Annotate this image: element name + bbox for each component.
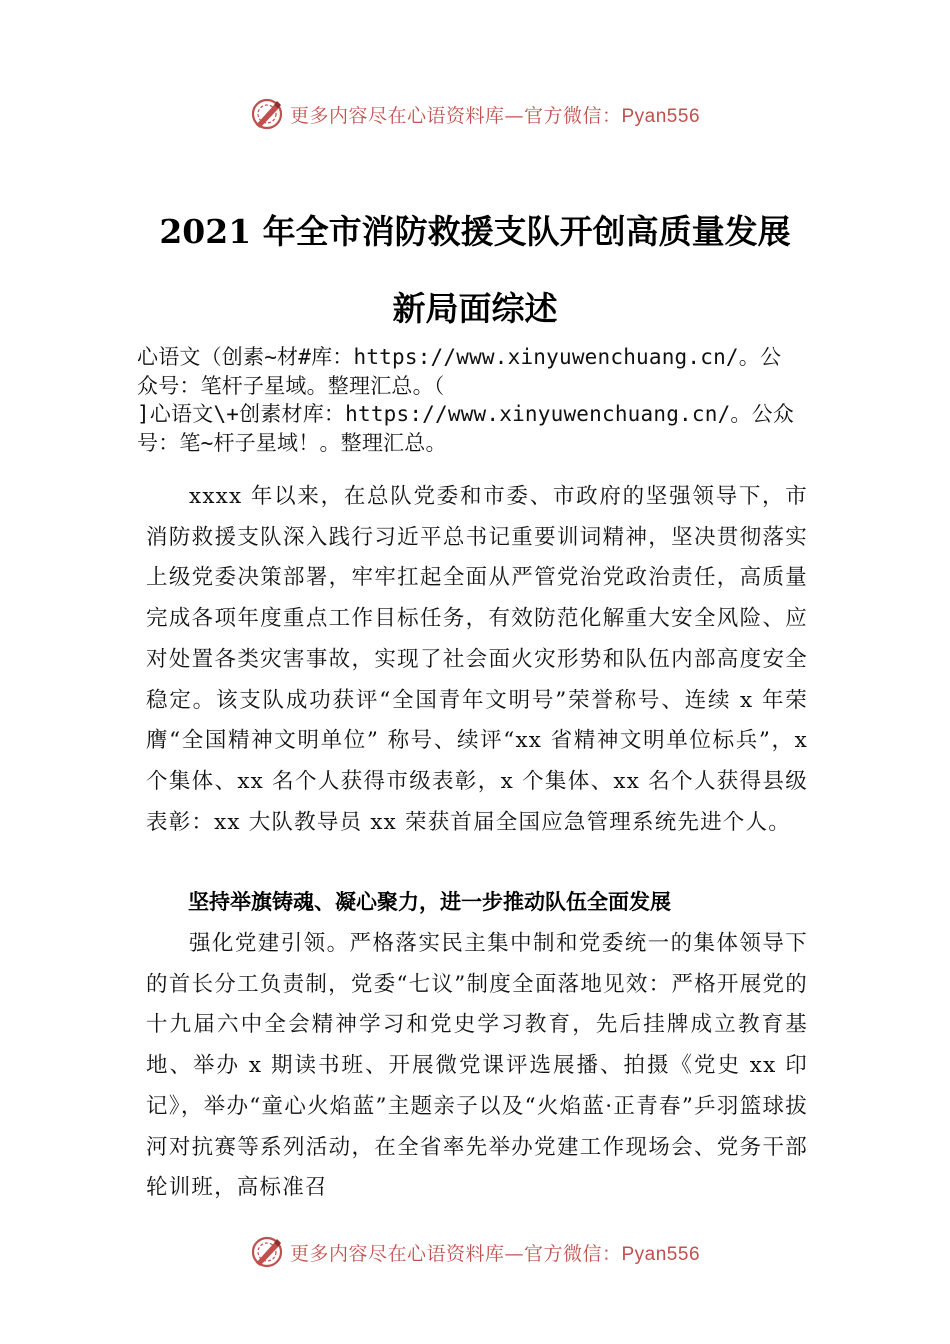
pen-logo-icon	[250, 1235, 284, 1269]
pen-logo-icon	[250, 97, 284, 131]
paragraph-party-building: 强化党建引领。严格落实民主集中制和党委统一的集体领导下的首长分工负责制，党委“七议”制度全面落地见效：严格开展党的十九届六中全会精神学习和党史学习教育，先后挂牌成立教育基地、举办 x 期读书班、开展微党课评选展播、拍摄《党史 xx 印记》，举办“童心火焰蓝”主题亲子以及“火焰蓝·正青春”乒羽篮球拔河对抗赛等系列活动，在全省率先举办党建工作现场会、党务干部轮训班，高标准召	[146, 931, 808, 1201]
banner-text: 更多内容尽在心语资料库—官方微信：	[289, 1242, 622, 1265]
source-note: 心语文（创素~材#库：https://www.xinyuwenchuang.cn/。公 众号：笔杆子星域。整理汇总。（ ]心语文\+创素材库：https://www.xinyuwenchuang.cn/。公众 号：笔~杆子星域！。整理汇总。	[137, 345, 795, 455]
wechat-id: Pyan556	[621, 1243, 701, 1265]
paragraph-intro: xxxx 年以来，在总队党委和市委、市政府的坚强领导下，市消防救援支队深入践行习近平总书记重要训词精神，坚决贯彻落实上级党委决策部署，牢牢扛起全面从严管党治党政治责任，高质量完成各项年度重点工作目标任务，有效防范化解重大安全风险、应对处置各类灾害事故，实现了社会面火灾形势和队伍内部高度安全稳定。该支队成功获评“全国青年文明号”荣誉称号、连续 x 年荣膺“全国精神文明单位” 称号、续评“xx 省精神文明单位标兵”，x 个集体、xx 名个人获得市级表彰，x 个集体、xx 名个人获得县级表彰：xx 大队教导员 xx 荣获首届全国应急管理系统先进个人。	[146, 484, 808, 835]
document-title-line-1: 2021 年全市消防救援支队开创高质量发展	[159, 212, 791, 251]
wechat-id: Pyan556	[621, 105, 701, 127]
section-heading: 坚持举旗铸魂、凝心聚力，进一步推动队伍全面发展	[188, 890, 671, 914]
document-title-line-2: 新局面综述	[392, 289, 558, 328]
banner-text: 更多内容尽在心语资料库—官方微信：	[289, 104, 622, 127]
header-watermark	[0, 94, 950, 134]
footer-watermark	[0, 1232, 950, 1272]
